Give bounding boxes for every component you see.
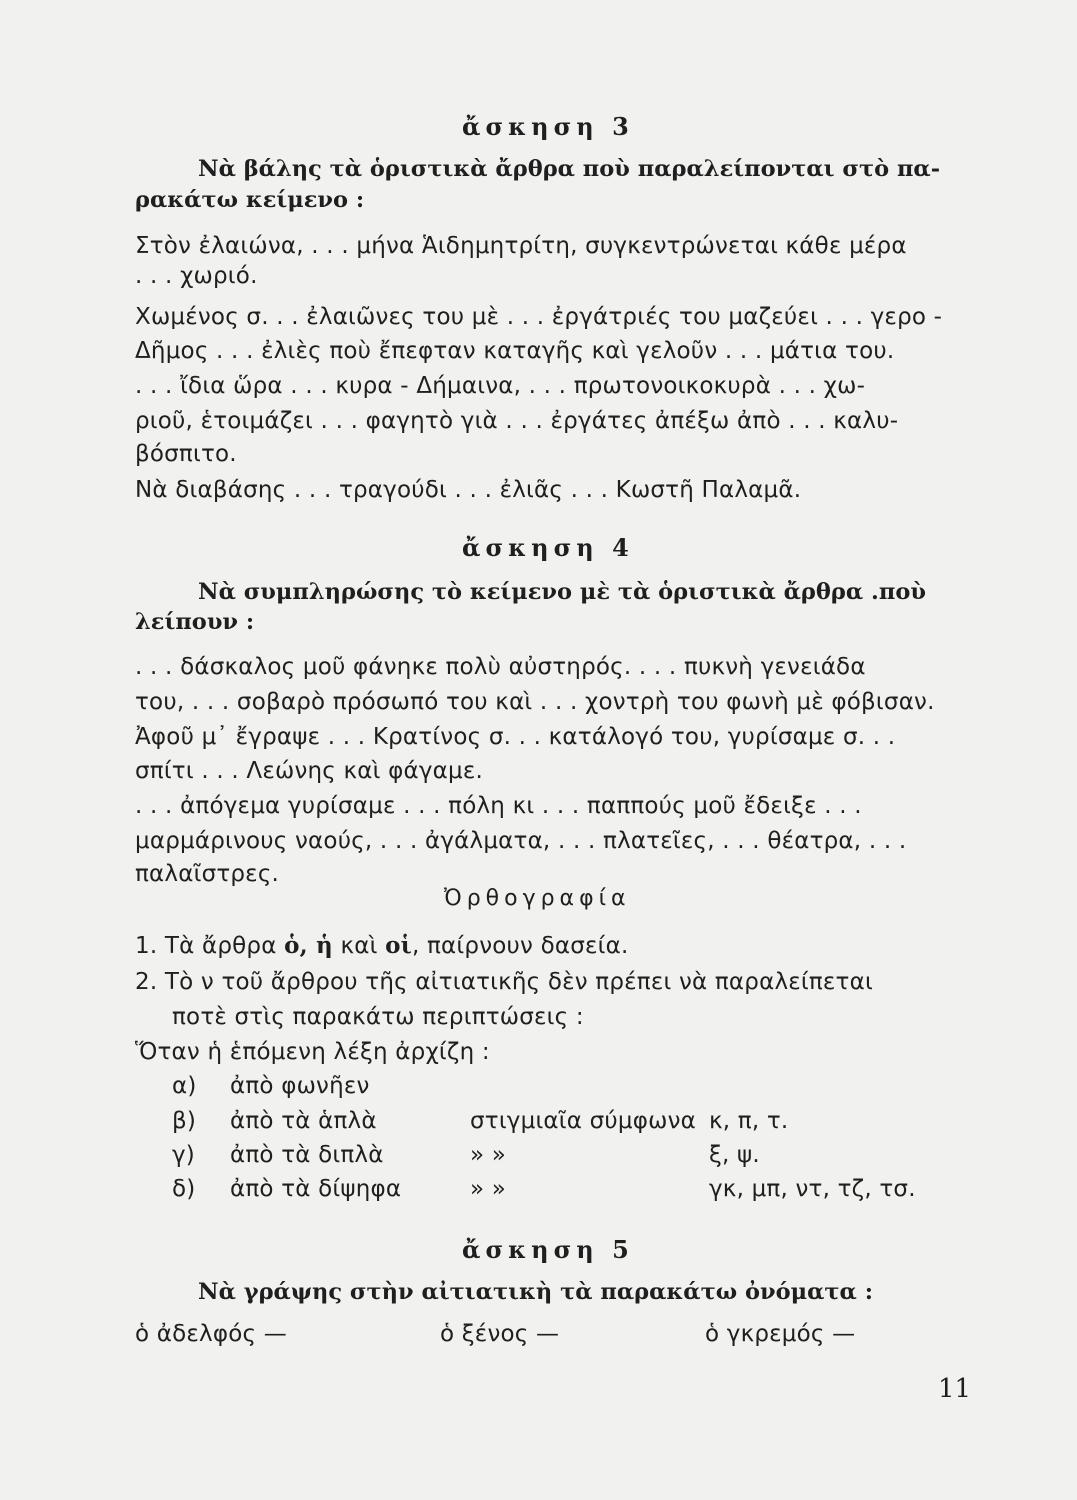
case-label: α) xyxy=(172,1073,197,1099)
exercise-5-instruction: Νὰ γράψης στὴν αἰτιατικὴ τὰ παρακάτω ὀνόματα : xyxy=(198,1279,873,1305)
case-label: γ) xyxy=(172,1142,195,1168)
orthography-rule-2-line-1: 2. Τὸ ν τοῦ ἄρθρου τῆς αἰτιατικῆς δὲν πρέπει νὰ παραλείπεται xyxy=(135,969,873,995)
orthography-condition: Ὅταν ἡ ἑπόμενη λέξη ἀρχίζη : xyxy=(135,1039,490,1065)
case-label: β) xyxy=(172,1108,197,1134)
exercise-3-text-line: ριοῦ, ἑτοιμάζει . . . φαγητὸ γιὰ . . . ἐργάτες ἀπέξω ἀπὸ . . . καλυ- xyxy=(135,408,899,434)
orthography-rule-1 xyxy=(135,932,628,960)
rule-1-articles: ὁ, ἡ xyxy=(284,932,333,959)
exercise-3-instruction-line-1: Νὰ βάλης τὰ ὁριστικὰ ἄρθρα ποὺ παραλείπονται στὸ πα- xyxy=(198,156,941,182)
exercise-4-text-line: Ἀφοῦ μ᾿ ἔγραψε . . . Κρατίνος σ. . . κατάλογό του, γυρίσαμε σ. . . xyxy=(135,724,896,750)
rule-1-text-mid: καὶ xyxy=(332,933,386,959)
orthography-heading: Ὀρθογραφία xyxy=(444,886,631,911)
exercise-4-text-line: μαρμάρινους ναούς, . . . ἀγάλματα, . . . πλατεῖες, . . . θέατρα, . . . xyxy=(135,828,907,854)
orthography-rule-2-line-2: ποτὲ στὶς παρακάτω περιπτώσεις : xyxy=(172,1004,584,1030)
rule-1-article-plural: οἱ xyxy=(385,932,412,959)
exercise-5-heading: ἄσκηση 5 xyxy=(462,1235,634,1264)
exercise-4-instruction-line-1: Νὰ συμπληρώσης τὸ κείμενο μὲ τὰ ὁριστικὰ ἄρθρα .ποὺ xyxy=(198,579,926,605)
exercise-3-instruction-line-2: ρακάτω κείμενο : xyxy=(135,187,365,213)
case-text: ἀπὸ τὰ διπλὰ xyxy=(230,1142,384,1168)
exercise-3-text-line: Στὸν ἐλαιώνα, . . . μήνα Ἁιδημητρίτη, συγκεντρώνεται κάθε μέρα xyxy=(135,233,907,259)
exercise-5-word: ὁ γκρεμός — xyxy=(705,1321,856,1347)
exercise-4-instruction-line-2: λείπουν : xyxy=(135,609,255,635)
exercise-4-text-line: σπίτι . . . Λεώνης καὶ φάγαμε. xyxy=(135,758,483,784)
case-text: ἀπὸ τὰ δίψηφα xyxy=(230,1176,402,1202)
exercise-3-heading: ἄσκηση 3 xyxy=(462,112,634,141)
exercise-3-text-line: Νὰ διαβάσης . . . τραγούδι . . . ἐλιᾶς . . . Κωστῆ Παλαμᾶ. xyxy=(135,477,802,503)
case-ditto-marks: » » xyxy=(470,1176,507,1202)
case-text: ἀπὸ φωνῆεν xyxy=(230,1073,370,1099)
case-letters: γκ, μπ, ντ, τζ, τσ. xyxy=(709,1176,916,1202)
exercise-3-text-line: . . . χωριό. xyxy=(135,263,258,289)
case-consonant-type: στιγμιαῖα σύμφωνα xyxy=(470,1108,697,1134)
case-text: ἀπὸ τὰ ἁπλὰ xyxy=(230,1108,377,1134)
rule-1-text-end: , παίρνουν δασεία. xyxy=(411,933,629,959)
exercise-4-text-line: . . . ἀπόγεμα γυρίσαμε . . . πόλη κι . . . παππούς μοῦ ἔδειξε . . . xyxy=(135,793,862,819)
exercise-5-word: ὁ ἀδελφός — xyxy=(135,1321,287,1347)
exercise-5-word: ὁ ξένος — xyxy=(440,1321,560,1347)
case-label: δ) xyxy=(172,1176,196,1202)
exercise-4-text-line: . . . δάσκαλος μοῦ φάνηκε πολὺ αὐστηρός. . . . πυκνὴ γενειάδα xyxy=(135,654,866,680)
exercise-4-text-line: του, . . . σοβαρὸ πρόσωπό του καὶ . . . χοντρὴ του φωνὴ μὲ φόβισαν. xyxy=(135,689,935,715)
exercise-3-text-line: Δῆμος . . . ἐλιὲς ποὺ ἔπεφταν καταγῆς καὶ γελοῦν . . . μάτια του. xyxy=(135,338,895,364)
exercise-3-text-line: Χωμένος σ. . . ἐλαιῶνες του μὲ . . . ἐργάτριές του μαζεύει . . . γερο - xyxy=(135,304,943,330)
page-number: 11 xyxy=(938,1374,972,1404)
case-ditto-marks: » » xyxy=(470,1142,507,1168)
exercise-3-text-line: βόσπιτο. xyxy=(135,441,237,467)
case-letters: ξ, ψ. xyxy=(709,1142,760,1168)
case-letters: κ, π, τ. xyxy=(709,1108,789,1134)
exercise-3-text-line: . . . ἴδια ὥρα . . . κυρα - Δήμαινα, . . . πρωτονοικοκυρὰ . . . χω- xyxy=(135,373,866,399)
rule-1-text-start: 1. Τὰ ἄρθρα xyxy=(135,933,285,959)
exercise-4-heading: ἄσκηση 4 xyxy=(462,533,634,562)
exercise-4-text-line: παλαῖστρες. xyxy=(135,861,280,887)
